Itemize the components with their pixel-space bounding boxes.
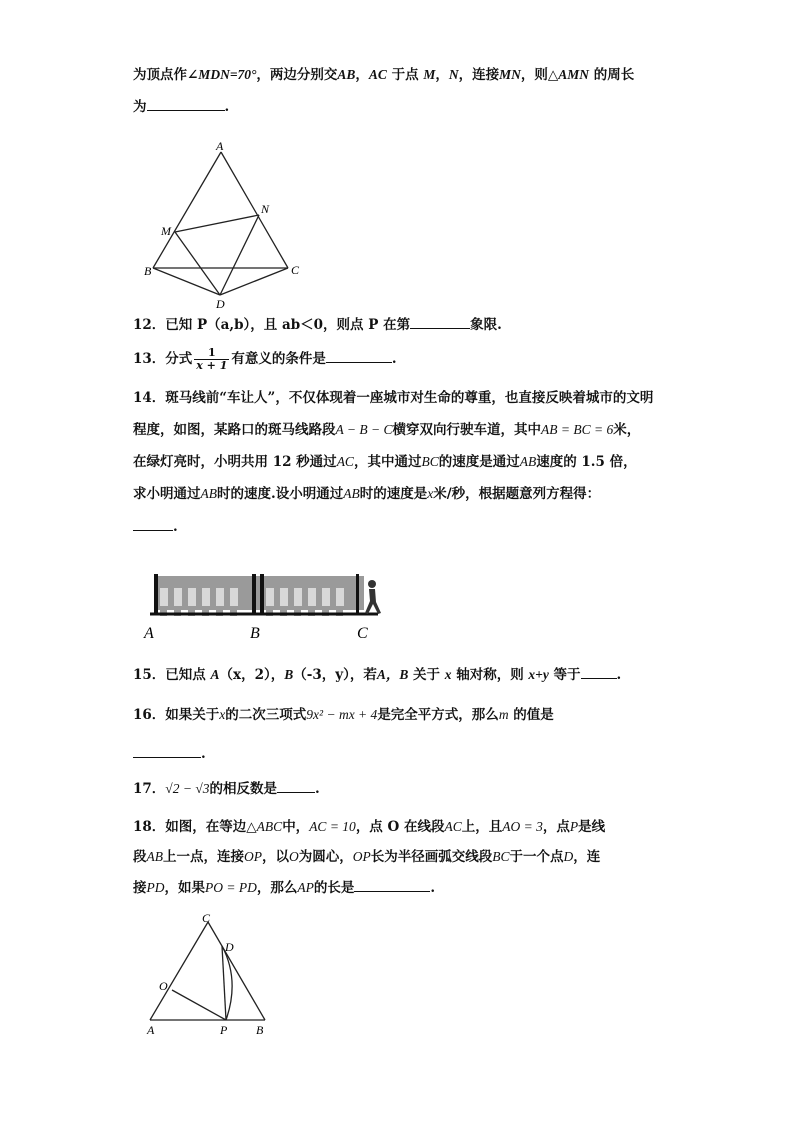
q14-text: 时的速度.设小明通过 xyxy=(217,486,344,502)
q11-point: M xyxy=(423,67,436,82)
label-A: A xyxy=(216,139,224,153)
q11-seg: AB xyxy=(337,67,356,82)
q18-figure xyxy=(140,910,280,1040)
q18-math: PD xyxy=(146,880,165,895)
answer-blank[interactable] xyxy=(410,316,470,329)
q14-math: AB xyxy=(343,486,360,501)
q18-math: AO = 3 xyxy=(502,819,543,834)
q14-line4 xyxy=(133,485,600,503)
q14-math: BC xyxy=(421,454,439,469)
q14-text: . xyxy=(173,519,178,535)
q17-text: 的相反数是 xyxy=(209,781,277,797)
fraction xyxy=(194,347,229,372)
label-M: M xyxy=(161,224,171,238)
answer-blank[interactable] xyxy=(326,350,392,363)
q14-math: x xyxy=(427,486,434,501)
q18-math: O xyxy=(289,849,299,864)
q18-text: ，点 xyxy=(542,819,570,835)
answer-blank[interactable] xyxy=(133,518,173,531)
q18-math: D xyxy=(563,849,574,864)
q11-text: ， xyxy=(355,67,369,83)
answer-blank[interactable] xyxy=(133,745,201,758)
q14-line1 xyxy=(133,389,653,407)
q11-text: ，则 xyxy=(520,67,548,83)
q11-seg: MN xyxy=(499,67,521,82)
q18-text: ，连 xyxy=(573,849,601,865)
q11-triangle: △AMN xyxy=(547,67,590,82)
q15-text: . xyxy=(616,667,622,683)
q11-text: . xyxy=(224,99,230,115)
q15-text: 轴对称，则 xyxy=(456,667,524,683)
q16-expr: 9x² − mx + 4 xyxy=(306,707,378,722)
q18-text: 18．如图，在等边 xyxy=(133,819,247,835)
q18-math: PO = PD xyxy=(205,880,257,895)
fraction-denominator: x + 1 xyxy=(196,359,228,372)
q11-line1 xyxy=(133,66,634,84)
q18-text: 是线 xyxy=(578,819,606,835)
q16-text: 的二次三项式 xyxy=(225,707,307,723)
q17-expr: √2 − √3 xyxy=(165,781,210,796)
label-B: B xyxy=(250,625,260,642)
q18-text: ，以 xyxy=(262,849,289,865)
q18-text: ，那么 xyxy=(256,880,298,896)
q14-text: 的速度是通过 xyxy=(438,454,520,470)
q18-math: P xyxy=(569,819,579,834)
q18-math: OP xyxy=(244,849,262,864)
q14-math: A − B − C xyxy=(335,422,393,437)
q17-text: 17． xyxy=(133,781,166,797)
q15 xyxy=(133,666,621,684)
q17 xyxy=(133,780,320,798)
q11-text: ，两边分别交 xyxy=(256,67,338,83)
q14-text: 时的速度是 xyxy=(359,486,428,502)
q14-text: 米/秒，根据题意列方程得： xyxy=(433,486,601,502)
q18-math: OP xyxy=(352,849,371,864)
q11-text: ，连接 xyxy=(458,67,500,83)
q18-math: AC = 10 xyxy=(309,819,356,834)
label-O: O xyxy=(159,979,168,993)
answer-blank[interactable] xyxy=(354,879,430,892)
q18-math: BC xyxy=(492,849,510,864)
label-N: N xyxy=(261,202,270,216)
q18-math: △ABC xyxy=(246,819,283,834)
q15-var: x xyxy=(444,667,452,682)
q14-text: ，其中通过 xyxy=(353,454,422,470)
q18-text: 上一点，连接 xyxy=(163,849,244,865)
q15-text: （-3，y），若 xyxy=(293,667,377,683)
q14-line5 xyxy=(133,518,178,536)
q18-text: 长为半径画弧交线段 xyxy=(370,849,493,865)
q15-point: B xyxy=(284,667,294,682)
q12-text: 象限. xyxy=(470,317,502,333)
q16-text: 的值是 xyxy=(513,707,554,723)
label-A: A xyxy=(147,1023,155,1037)
q11-point: N xyxy=(448,67,459,82)
label-B: B xyxy=(256,1023,264,1037)
q16-var: x xyxy=(219,707,226,722)
q18-line3 xyxy=(133,879,435,897)
q11-text: 的周长 xyxy=(589,67,635,83)
label-C: C xyxy=(291,263,300,277)
label-C: C xyxy=(202,911,211,925)
q16-var: m xyxy=(498,707,509,722)
q13-text: . xyxy=(391,351,397,367)
label-A: A xyxy=(144,625,154,642)
q18-line2 xyxy=(133,848,600,866)
q15-text: （x，2）， xyxy=(219,667,285,683)
q11-line2 xyxy=(133,98,229,116)
q18-text: . xyxy=(430,880,436,896)
q16-text: 是完全平方式，那么 xyxy=(377,707,499,723)
q11-text: 于点 xyxy=(386,67,419,83)
q15-expr: x+y xyxy=(528,667,549,682)
q14-line2 xyxy=(133,421,640,439)
q16-line2 xyxy=(133,745,206,763)
q18-text: 上，且 xyxy=(461,819,503,835)
q14-math: AC xyxy=(336,454,354,469)
q11-figure xyxy=(135,138,310,313)
q11-seg: AC xyxy=(368,67,387,82)
q15-points: A，B xyxy=(376,667,409,682)
road-band xyxy=(154,576,364,610)
q18-text: ，点 O 在线段 xyxy=(355,819,445,835)
q18-line1 xyxy=(133,818,605,836)
answer-blank[interactable] xyxy=(147,98,225,111)
q14-math: AB = BC = 6 xyxy=(540,422,614,437)
q12-text: 12．已知 P（a,b），且 ab＜0，则点 P 在第 xyxy=(133,317,411,333)
q14-text: 程度，如图，某路口的斑马线路段 xyxy=(133,422,336,438)
q16-text: . xyxy=(201,746,206,762)
q15-text: 15．已知点 xyxy=(133,667,206,683)
q12 xyxy=(133,316,502,334)
pedestrian-icon xyxy=(365,580,381,614)
q18-text: 段 xyxy=(133,849,147,865)
q13-text: 13．分式 xyxy=(133,351,193,367)
q17-text: . xyxy=(314,781,320,797)
q13-text: 有意义的条件是 xyxy=(231,351,326,367)
q15-point: A xyxy=(210,667,220,682)
q11-text: ， xyxy=(435,67,449,83)
label-B: B xyxy=(144,264,152,278)
q14-math: AB xyxy=(200,486,217,501)
q14-text: 求小明通过 xyxy=(133,486,201,502)
q18-text: 于一个点 xyxy=(509,849,564,865)
q14-line3 xyxy=(133,453,637,471)
label-D: D xyxy=(225,940,234,954)
fraction-numerator: 1 xyxy=(194,347,229,360)
q11-text: 为 xyxy=(133,99,147,115)
q18-text: 中， xyxy=(282,819,310,835)
q14-text: 横穿双向行驶车道，其中 xyxy=(392,422,541,438)
q11-text: 为顶点作 xyxy=(133,67,187,83)
q14-text: 14．斑马线前“车让人”，不仅体现着一座城市对生命的尊重，也直接反映着城市的文明 xyxy=(133,390,654,406)
q11-angle: ∠MDN=70° xyxy=(187,67,257,82)
q16-text: 16．如果关于 xyxy=(133,707,220,723)
label-C: C xyxy=(357,625,368,642)
q14-text: 在绿灯亮时，小明共用 12 秒通过 xyxy=(133,454,337,470)
q18-text: 的长是 xyxy=(313,880,355,896)
q18-math: AB xyxy=(146,849,163,864)
q18-text: 为圆心， xyxy=(298,849,353,865)
q14-crosswalk-figure xyxy=(140,570,390,645)
q14-text: 速度的 1.5 倍， xyxy=(536,454,637,470)
answer-blank[interactable] xyxy=(277,780,315,793)
label-D: D xyxy=(216,297,225,311)
q13 xyxy=(133,345,397,373)
q16 xyxy=(133,706,554,724)
q14-text: 米， xyxy=(613,422,641,438)
answer-blank[interactable] xyxy=(581,666,617,679)
q18-math: AC xyxy=(444,819,462,834)
q18-text: ，如果 xyxy=(164,880,205,896)
label-P: P xyxy=(220,1023,228,1037)
q15-text: 关于 xyxy=(413,667,441,683)
q15-text: 等于 xyxy=(553,667,581,683)
q14-math: AB xyxy=(519,454,537,469)
q18-math: AP xyxy=(297,880,314,895)
q18-text: 接 xyxy=(133,880,147,896)
